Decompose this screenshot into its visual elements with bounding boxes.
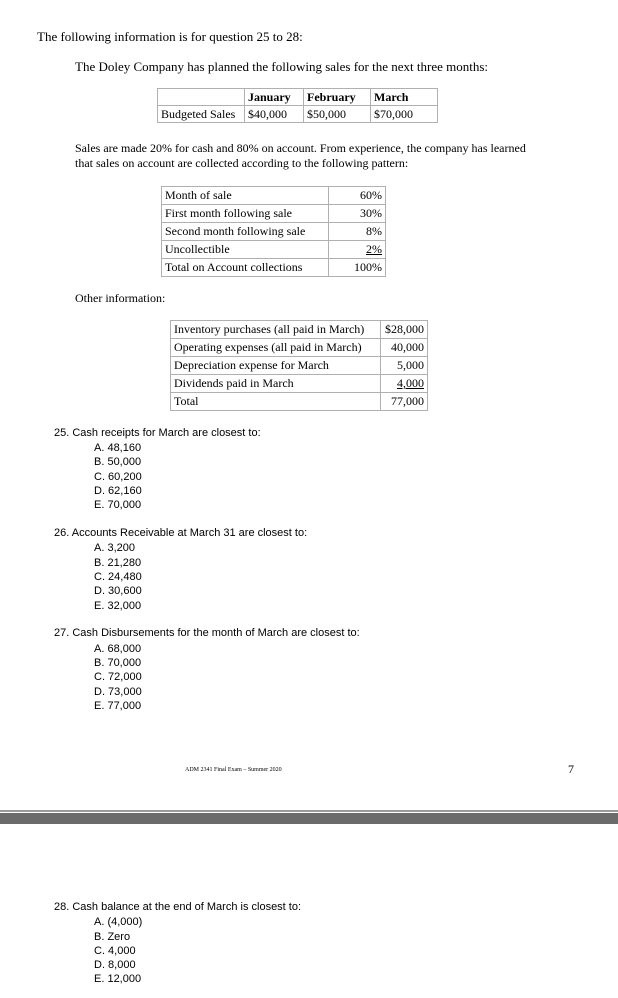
other-row <box>171 393 428 411</box>
q28-option-d[interactable]: D. 8,000 <box>94 959 136 971</box>
other-row <box>171 375 428 393</box>
other-info-table <box>170 320 428 411</box>
page-break-line <box>0 810 618 812</box>
other-label: Dividends paid in March <box>171 375 381 393</box>
collection-label: First month following sale <box>162 205 329 223</box>
other-value: 77,000 <box>381 393 428 411</box>
collection-value: 100% <box>329 259 386 277</box>
collection-label: Month of sale <box>162 187 329 205</box>
q25-option-e[interactable]: E. 70,000 <box>94 499 142 511</box>
q26-option-b[interactable]: B. 21,280 <box>94 557 142 569</box>
collection-row <box>162 223 386 241</box>
other-value: 4,000 <box>397 376 424 390</box>
q27-option-d[interactable]: D. 73,000 <box>94 686 142 698</box>
collection-label: Total on Account collections <box>162 259 329 277</box>
q27-option-b[interactable]: B. 70,000 <box>94 657 142 669</box>
planned-sales-text: The Doley Company has planned the following sales for the next three months: <box>75 59 489 74</box>
question-28-stem: 28. Cash balance at the end of March is closest to: <box>54 901 302 913</box>
other-row <box>171 339 428 357</box>
collection-row <box>162 259 386 277</box>
q25-option-c[interactable]: C. 60,200 <box>94 471 142 483</box>
page-number: 7 <box>568 762 574 776</box>
other-row <box>171 357 428 375</box>
question-26-stem: 26. Accounts Receivable at March 31 are closest to: <box>54 527 308 539</box>
sales-value-january: $40,000 <box>245 106 304 123</box>
question-27-stem: 27. Cash Disbursements for the month of March are closest to: <box>54 627 360 639</box>
collection-row <box>162 187 386 205</box>
other-label: Inventory purchases (all paid in March) <box>171 321 381 339</box>
q26-option-d[interactable]: D. 30,600 <box>94 585 142 597</box>
q27-option-e[interactable]: E. 77,000 <box>94 700 142 712</box>
q26-option-a[interactable]: A. 3,200 <box>94 542 135 554</box>
other-label: Operating expenses (all paid in March) <box>171 339 381 357</box>
question-25-stem: 25. Cash receipts for March are closest to: <box>54 427 261 439</box>
collection-label: Second month following sale <box>162 223 329 241</box>
q28-option-c[interactable]: C. 4,000 <box>94 945 136 957</box>
other-value: 5,000 <box>381 357 428 375</box>
page-break-divider <box>0 813 618 824</box>
q27-option-c[interactable]: C. 72,000 <box>94 671 142 683</box>
sales-row-label: Budgeted Sales <box>158 106 245 123</box>
collection-row <box>162 205 386 223</box>
q26-option-e[interactable]: E. 32,000 <box>94 600 142 612</box>
intro-text: The following information is for question 25 to 28: <box>37 29 303 44</box>
sales-header-january: January <box>245 89 304 106</box>
sales-header-march: March <box>371 89 438 106</box>
collection-label: Uncollectible <box>162 241 329 259</box>
sales-text-line1: Sales are made 20% for cash and 80% on account. From experience, the company has learned <box>75 141 526 155</box>
sales-table-corner <box>158 89 245 106</box>
sales-value-march: $70,000 <box>371 106 438 123</box>
collection-value: 2% <box>366 242 382 256</box>
q25-option-d[interactable]: D. 62,160 <box>94 485 142 497</box>
collection-value: 60% <box>329 187 386 205</box>
q25-option-b[interactable]: B. 50,000 <box>94 456 142 468</box>
page-footer: ADM 2341 Final Exam – Summer 2020 <box>185 767 282 773</box>
other-info-label: Other information: <box>75 291 166 305</box>
sales-table-value-row <box>158 106 438 123</box>
sales-table-header-row <box>158 89 438 106</box>
q28-option-a[interactable]: A. (4,000) <box>94 916 143 928</box>
collection-value: 30% <box>329 205 386 223</box>
other-value: $28,000 <box>381 321 428 339</box>
sales-value-february: $50,000 <box>304 106 371 123</box>
collection-pattern-table <box>161 186 386 277</box>
q28-option-b[interactable]: B. Zero <box>94 931 131 943</box>
sales-text-line2: that sales on account are collected according to the following pattern: <box>75 156 409 170</box>
collection-row <box>162 241 386 259</box>
other-label: Total <box>171 393 381 411</box>
other-label: Depreciation expense for March <box>171 357 381 375</box>
other-row <box>171 321 428 339</box>
other-value: 40,000 <box>381 339 428 357</box>
collection-value: 8% <box>329 223 386 241</box>
q26-option-c[interactable]: C. 24,480 <box>94 571 142 583</box>
q28-option-e[interactable]: E. 12,000 <box>94 973 142 985</box>
budgeted-sales-table <box>157 88 438 123</box>
sales-header-february: February <box>304 89 371 106</box>
q27-option-a[interactable]: A. 68,000 <box>94 643 142 655</box>
q25-option-a[interactable]: A. 48,160 <box>94 442 142 454</box>
